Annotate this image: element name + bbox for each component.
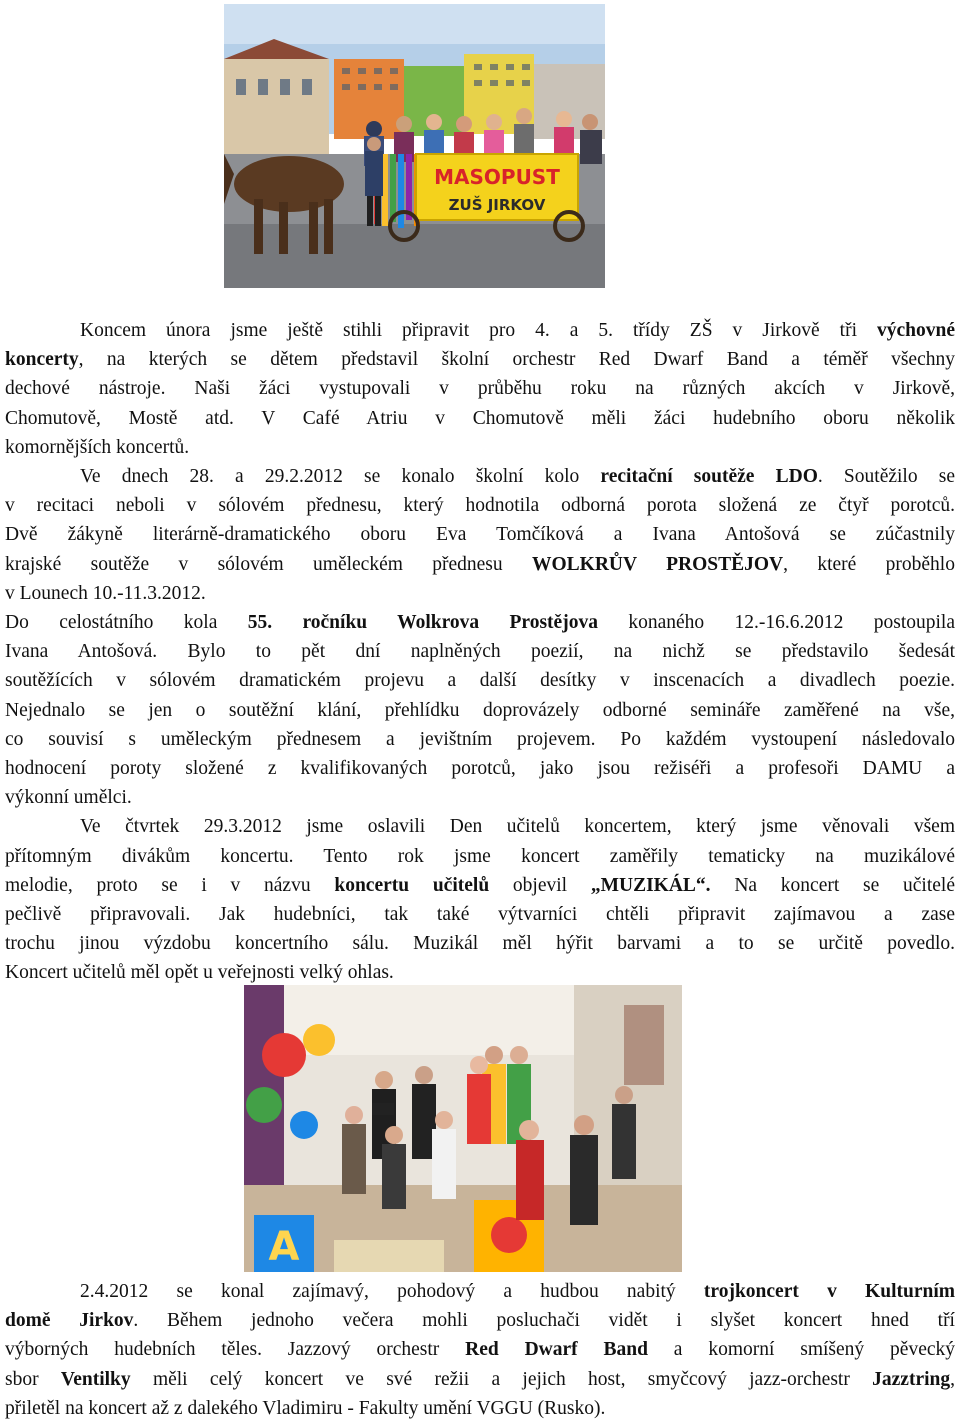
text-line: komornějších koncertů.: [5, 436, 190, 458]
article-text-1: [5, 316, 955, 988]
text-line: Koncem února jsme ještě stihli připravit pro 4. a 5. třídy ZŠ v Jirkově tři výchovné: [80, 320, 955, 341]
text-line: dechové nástroje. Naši žáci vystupovali v průběhu roku na různých akcích v Jirkově,: [5, 378, 955, 400]
text-line: Ve dnech 28. a 29.2.2012 se konalo školní kolo recitační soutěže LDO. Soutěžilo se: [80, 466, 956, 488]
carnival-wagon-photo: [224, 4, 605, 288]
text-line: Ivana Antošová. Bylo to pět dní naplněných poezií, na nichž se představilo šedesát: [5, 641, 955, 663]
text-line: soutěžících v sólovém dramatickém projevu a další desítky v inscenacích a divadlech poezie.: [5, 670, 955, 692]
text-line: 2.4.2012 se konal zajímavý, pohodový a hudbou nabitý trojkoncert v Kulturním: [80, 1281, 955, 1302]
text-line: domě Jirkov. Během jednoho večera mohli posluchači vidět i slyšet koncert hned tří: [5, 1310, 955, 1332]
text-line: koncerty, na kterých se dětem představil školní orchestr Red Dwarf Band a téměř všechny: [5, 349, 955, 371]
text-line: přiletěl na koncert až z dalekého Vladimiru - Fakulty umění VGGU (Rusko).: [5, 1397, 606, 1419]
banner-subtitle: ZUŠ JIRKOV: [448, 196, 546, 214]
text-line: v recitaci neboli v sólovém přednesu, který hodnotila odborná porota složená ze čtyř porotců.: [5, 495, 955, 517]
text-line: krajské soutěže v sólovém uměleckém přednesu WOLKRŮV PROSTĚJOV, které proběhlo: [5, 553, 955, 575]
text-line: výkonní umělci.: [5, 787, 132, 809]
text-line: Nejednalo se jen o soutěžní klání, přehlídku doprovázely odborné semináře zaměřené na vše,: [5, 699, 955, 721]
text-line: trochu jinou výzdobu koncertního sálu. Muzikál měl hýřit barvami a to se určitě povedlo.: [5, 933, 955, 955]
text-line: výborných hudebních těles. Jazzový orchestr Red Dwarf Band a komorní smíšený pěvecký: [5, 1339, 956, 1361]
text-line: Do celostátního kola 55. ročníku Wolkrova Prostějova konaného 12.-16.6.2012 postoupila: [5, 612, 955, 634]
text-line: Koncert učitelů měl opět u veřejnosti velký ohlas.: [5, 962, 394, 984]
teachers-concert-photo: [244, 985, 682, 1272]
svg-text:A: A: [268, 1224, 300, 1270]
text-line: sbor Ventilky měli celý koncert ve své režii a jejich host, smyčcový jazz-orchestr Jazztring,: [5, 1368, 955, 1390]
article-text-2: [5, 1277, 955, 1423]
text-line: v Lounech 10.-11.3.2012.: [5, 582, 206, 604]
text-line: přítomným divákům koncertu. Tento rok jsme koncert zaměřily tematicky na muzikálové: [5, 845, 955, 867]
text-line: Ve čtvrtek 29.3.2012 jsme oslavili Den učitelů koncertem, který jsme věnovali všem: [80, 816, 955, 838]
text-line: melodie, proto se i v názvu koncertu učitelů objevil „MUZIKÁL“. Na koncert se učitelé: [5, 874, 955, 896]
text-line: hodnocení poroty složené z kvalifikovaných porotců, jako jsou režiséři a profesoři DAMU a: [5, 758, 955, 780]
text-line: co souvisí s uměleckým přednesem a jevištním projevem. Po každém vystoupení následovalo: [5, 728, 955, 750]
text-line: Dvě žákyně literárně-dramatického oboru Eva Tomčíková a Ivana Antošová se zúčastnily: [5, 524, 955, 546]
text-line: pečlivě připravovali. Jak hudebníci, tak také výtvarníci chtěli připravit zajímavou a zase: [5, 904, 955, 926]
banner-title: MASOPUST: [434, 165, 560, 189]
text-line: Chomutově, Mostě atd. V Café Atriu v Chomutově měli žáci hudebního oboru několik: [5, 407, 955, 429]
